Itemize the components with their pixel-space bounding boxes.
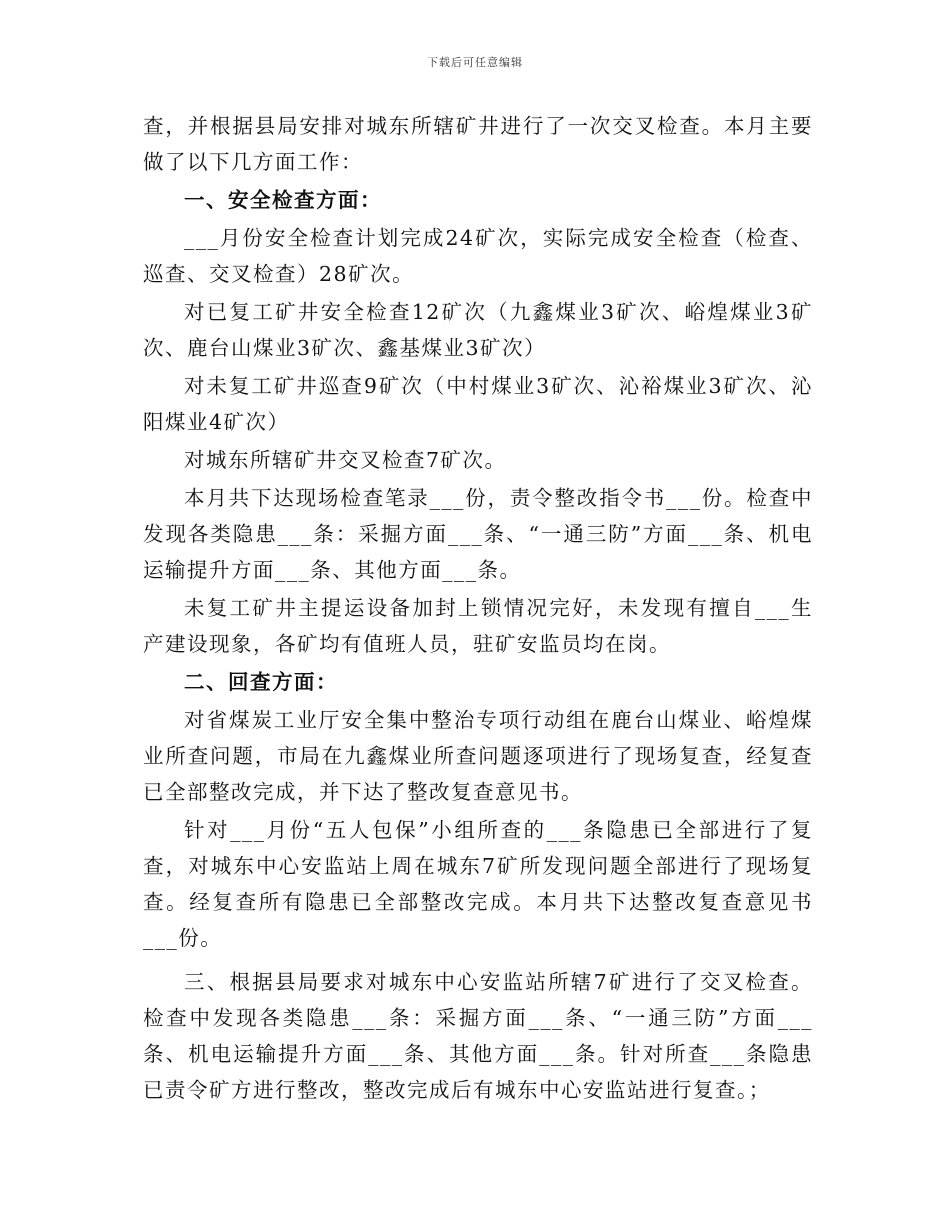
paragraph-unresumed-mines: 对未复工矿井巡查9矿次（中村煤业3矿次、沁裕煤业3矿次、沁阳煤业4矿次）: [143, 374, 813, 434]
document-body: [143, 108, 813, 1110]
paragraph-provincial-recheck: 对省煤炭工业厅安全集中整治专项行动组在鹿台山煤业、峪煌煤业所查问题，市局在九鑫煤业所查问题逐项进行了现场复查，经复查已全部整改完成，并下达了整改复查意见书。: [143, 708, 813, 804]
header-note: 下载后可任意编辑: [427, 56, 523, 69]
paragraph-cross-inspection: 对城东所辖矿井交叉检查7矿次。: [184, 448, 507, 472]
paragraph-intro: 查，并根据县局安排对城东所辖矿井进行了一次交叉检查。本月主要做了以下几方面工作：: [143, 114, 813, 174]
paragraph-equipment-sealing: 未复工矿井主提运设备加封上锁情况完好，未发现有擅自___生产建设现象，各矿均有值班人员，驻矿安监员均在岗。: [143, 596, 813, 656]
paragraph-inspection-plan: ___月份安全检查计划完成24矿次，实际完成安全检查（检查、巡查、交叉检查）28矿次。: [143, 226, 813, 286]
section-heading-recheck: 二、回查方面：: [184, 670, 338, 694]
paragraph-section-three: 三、根据县局要求对城东中心安监站所辖7矿进行了交叉检查。检查中发现各类隐患___条：采掘方面___条、“一通三防”方面___条、机电运输提升方面___条、其他方面___条。针对所查___条隐患已责令矿方进行整改，整改完成后有城东中心安监站进行复查。；: [143, 970, 813, 1102]
paragraph-five-person-recheck: 针对___月份“五人包保”小组所查的___条隐患已全部进行了复查，对城东中心安监站上周在城东7矿所发现问题全部进行了现场复查。经复查所有隐患已全部整改完成。本月共下达整改复查意见书___份。: [143, 818, 813, 950]
section-heading-safety-inspection: 一、安全检查方面：: [184, 188, 382, 212]
paragraph-records-hazards: 本月共下达现场检查笔录___份，责令整改指令书___份。检查中发现各类隐患___条：采掘方面___条、“一通三防”方面___条、机电运输提升方面___条、其他方面___条。: [143, 486, 813, 582]
paragraph-resumed-mines: 对已复工矿井安全检查12矿次（九鑫煤业3矿次、峪煌煤业3矿次、鹿台山煤业3矿次、鑫基煤业3矿次）: [143, 300, 813, 360]
